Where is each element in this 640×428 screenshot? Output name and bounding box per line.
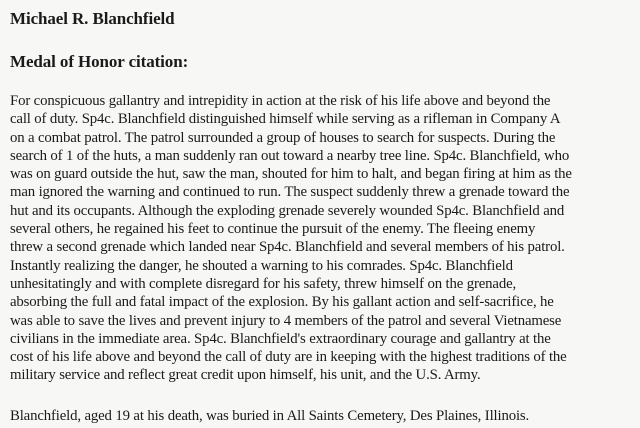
- citation-line: absorbing the full and fatal impact of the explosion. By his gallant action and self-sacrifice, he: [10, 294, 554, 311]
- citation-line: was on guard outside the hut, saw the man, shouted for him to halt, and began firing at him as the: [10, 166, 572, 183]
- citation-line: unhesitatingly and with complete disregard for his safety, threw himself on the grenade,: [10, 275, 517, 292]
- citation-line: military service and reflect great credit upon himself, his unit, and the U.S. Army.: [10, 367, 481, 384]
- citation-line: threw a second grenade which landed near Sp4c. Blanchfield and several members of his patrol.: [10, 239, 565, 256]
- citation-line: man ignored the warning and continued to run. The suspect suddenly threw a grenade toward the: [10, 184, 570, 201]
- citation-line: For conspicuous gallantry and intrepidity in action at the risk of his life above and beyond the: [10, 93, 551, 109]
- citation-line: cost of his life above and beyond the call of duty are in keeping with the highest traditions of the: [10, 349, 567, 366]
- citation-line: several others, he regained his feet to continue the pursuit of the enemy. The fleeing enemy: [10, 221, 536, 238]
- citation-line: search of 1 of the huts, a man suddenly ran out toward a nearby tree line. Sp4c. Blanchfield, who: [10, 147, 570, 164]
- citation-paragraph: [10, 92, 626, 385]
- citation-line: civilians in the immediate area. Sp4c. Blanchfield's extraordinary courage and gallantry at the: [10, 330, 551, 347]
- citation-line: hut and its occupants. Although the exploding grenade severely wounded Sp4c. Blanchfield and: [10, 202, 565, 219]
- citation-line: on a combat patrol. The patrol surrounded a group of houses to search for suspects. During the: [10, 129, 556, 146]
- citation-line: Instantly realizing the danger, he shouted a warning to his comrades. Sp4c. Blanchfield: [10, 257, 513, 274]
- citation-line: was able to save the lives and prevent injury to 4 members of the patrol and several Vietnamese: [10, 312, 562, 329]
- citation-line: call of duty. Sp4c. Blanchfield distinguished himself while serving as a rifleman in Company A: [10, 111, 561, 128]
- burial-paragraph: Blanchfield, aged 19 at his death, was buried in All Saints Cemetery, Des Plaines, Illinois.: [10, 407, 530, 424]
- citation-heading: Medal of Honor citation:: [10, 52, 189, 71]
- person-name: Michael R. Blanchfield: [10, 9, 175, 28]
